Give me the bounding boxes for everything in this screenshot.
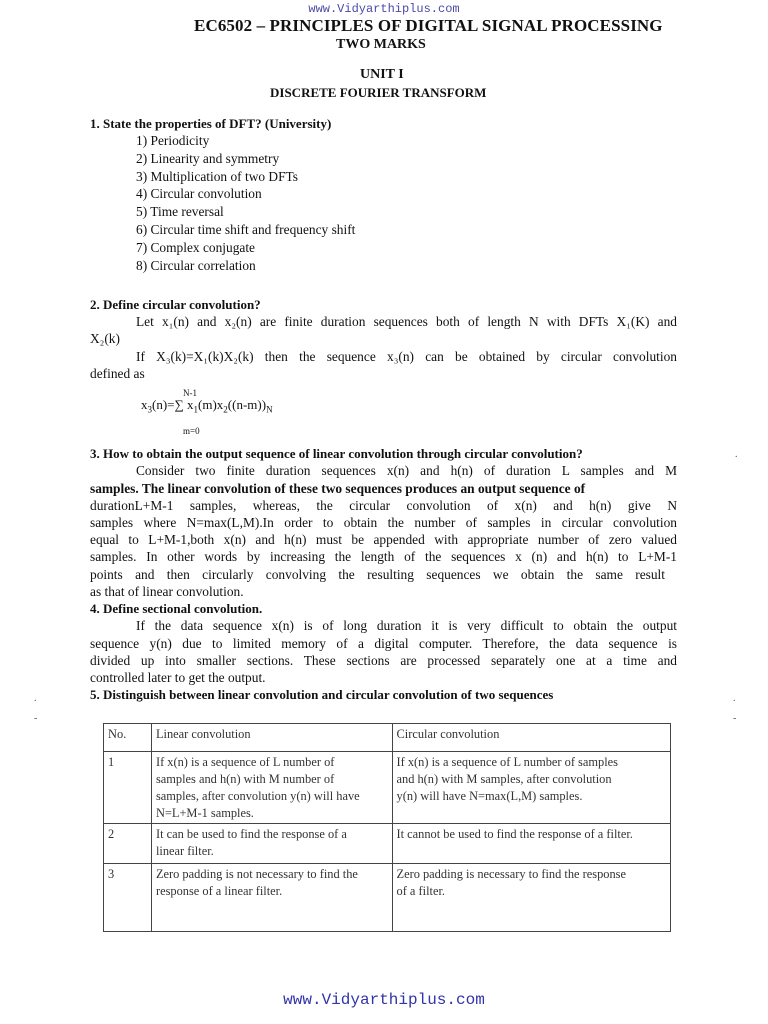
table-header-row (104, 724, 671, 752)
q3-text-line: samples where N=max(L,M).In order to obtain the number of samples in circular convolution (90, 515, 677, 530)
q4-text-line: If the data sequence x(n) is of long duration it is very difficult to obtain the output (136, 618, 677, 633)
formula-lower-text: m=0 (183, 426, 200, 436)
q2-text-line: defined as (90, 366, 145, 381)
cell-line: N=L+M-1 samples. (155, 806, 254, 820)
formula-subscript: 3 (147, 404, 152, 415)
cell-no: 1 (104, 752, 152, 824)
cell-linear (151, 864, 392, 932)
margin-mark: . (735, 449, 738, 460)
cell-line: If x(n) is a sequence of L number of samples (396, 755, 618, 769)
formula-subscript: 2 (223, 404, 228, 415)
table-row (104, 864, 671, 932)
question-5: 5. Distinguish between linear convolution and circular convolution of two sequences (90, 687, 554, 702)
list-item: 5) Time reversal (136, 204, 224, 220)
cell-circular (392, 824, 671, 864)
formula-part: ((n-m)) (227, 397, 267, 412)
list-item: 6) Circular time shift and frequency shift (136, 221, 356, 237)
table-row (104, 752, 671, 824)
cell-line: response of a linear filter. (155, 884, 283, 898)
page-title: EC6502 – PRINCIPLES OF DIGITAL SIGNAL PROCESSING (194, 16, 663, 35)
margin-mark: . (733, 693, 736, 704)
list-item: 2) Linearity and symmetry (136, 150, 280, 166)
margin-mark: - (34, 713, 38, 724)
formula-part: (m)x (198, 397, 224, 412)
cell-linear (151, 752, 392, 824)
q3-text-line: durationL+M-1 samples, whereas, the circular convolution of x(n) and h(n) give N (90, 498, 677, 513)
q4-text-line: sequence y(n) due to limited memory of a digital computer. Therefore, the data sequence is (90, 636, 677, 651)
formula-lower-limit (183, 422, 200, 438)
cell-line: It cannot be used to find the response of a filter. (396, 827, 633, 841)
cell-line: y(n) will have N=max(L,M) samples. (396, 789, 583, 803)
cell-circular (392, 752, 671, 824)
dft-properties-list (136, 132, 355, 274)
cell-line: linear filter. (155, 844, 214, 858)
margin-mark: - (733, 713, 737, 724)
q3-text-line: equal to L+M-1,both x(n) and h(n) must be appended with appropriate number of zero valued (90, 532, 677, 547)
list-item: 3) Multiplication of two DFTs (136, 168, 298, 184)
list-item: 1) Periodicity (136, 133, 210, 148)
q2-text-line: If X₃(k)=X₁(k)X₂(k) then the sequence x₃(n) can be obtained by circular convolution (136, 349, 677, 364)
question-2: 2. Define circular convolution? (90, 297, 261, 312)
formula-subscript: 1 (193, 404, 199, 415)
q3-text-line: samples. In other words by increasing the length of the sequences x (n) and h(n) to L+M-1 (90, 549, 677, 564)
cell-line: Zero padding is not necessary to find the (155, 867, 358, 881)
cell-line: If x(n) is a sequence of L number of (155, 755, 335, 769)
q3-text-line: Consider two finite duration sequences x(n) and h(n) of duration L samples and M (136, 463, 677, 478)
q3-text-line: points and then circularly convolving the resulting sequences we obtain the same result (90, 567, 665, 582)
cell-line: Zero padding is necessary to find the response (396, 867, 627, 881)
watermark-top: www.Vidyarthiplus.com (308, 2, 460, 16)
q2-text-line: X₂(k) (90, 331, 120, 346)
cell-no: 2 (104, 824, 152, 864)
unit-title: DISCRETE FOURIER TRANSFORM (270, 85, 487, 100)
question-3: 3. How to obtain the output sequence of linear convolution through circular convolution? (90, 446, 583, 461)
header-no: No. (104, 724, 152, 752)
unit-heading: UNIT I (360, 67, 404, 82)
cell-linear (151, 824, 392, 864)
cell-no: 3 (104, 864, 152, 932)
formula-upper-text: N-1 (183, 388, 197, 398)
formula-part: x (141, 397, 148, 412)
comparison-table (103, 723, 671, 932)
watermark-bottom: www.Vidyarthiplus.com (283, 991, 485, 1009)
q2-text-line: Let x₁(n) and x₂(n) are finite duration sequences both of length N with DFTs X₁(K) and (136, 314, 677, 329)
cell-line: and h(n) with M samples, after convolution (396, 772, 612, 786)
q4-text-line: divided up into smaller sections. These sections are processed separately one at a time and (90, 653, 677, 668)
cell-line: of a filter. (396, 884, 446, 898)
q3-text-line: as that of linear convolution. (90, 584, 244, 599)
header-circular: Circular convolution (392, 724, 671, 752)
list-item: 8) Circular correlation (136, 257, 256, 273)
q3-text-line: samples. The linear convolution of these two sequences produces an output sequence of (90, 481, 586, 496)
list-item: 7) Complex conjugate (136, 239, 255, 255)
question-1: 1. State the properties of DFT? (University) (90, 116, 332, 131)
formula-part: (n)=∑ x (152, 397, 194, 412)
question-4: 4. Define sectional convolution. (90, 601, 263, 616)
circular-convolution-formula (141, 397, 273, 415)
formula-subscript: N (266, 404, 273, 415)
page-subtitle: TWO MARKS (336, 37, 426, 52)
table-row (104, 824, 671, 864)
cell-line: samples and h(n) with M number of (155, 772, 335, 786)
q4-text-line: controlled later to get the output. (90, 670, 266, 685)
margin-mark: . (34, 693, 37, 704)
cell-line: It can be used to find the response of a (155, 827, 347, 841)
cell-line: samples, after convolution y(n) will have (155, 789, 360, 803)
header-linear: Linear convolution (151, 724, 392, 752)
list-item: 4) Circular convolution (136, 186, 262, 202)
cell-circular (392, 864, 671, 932)
